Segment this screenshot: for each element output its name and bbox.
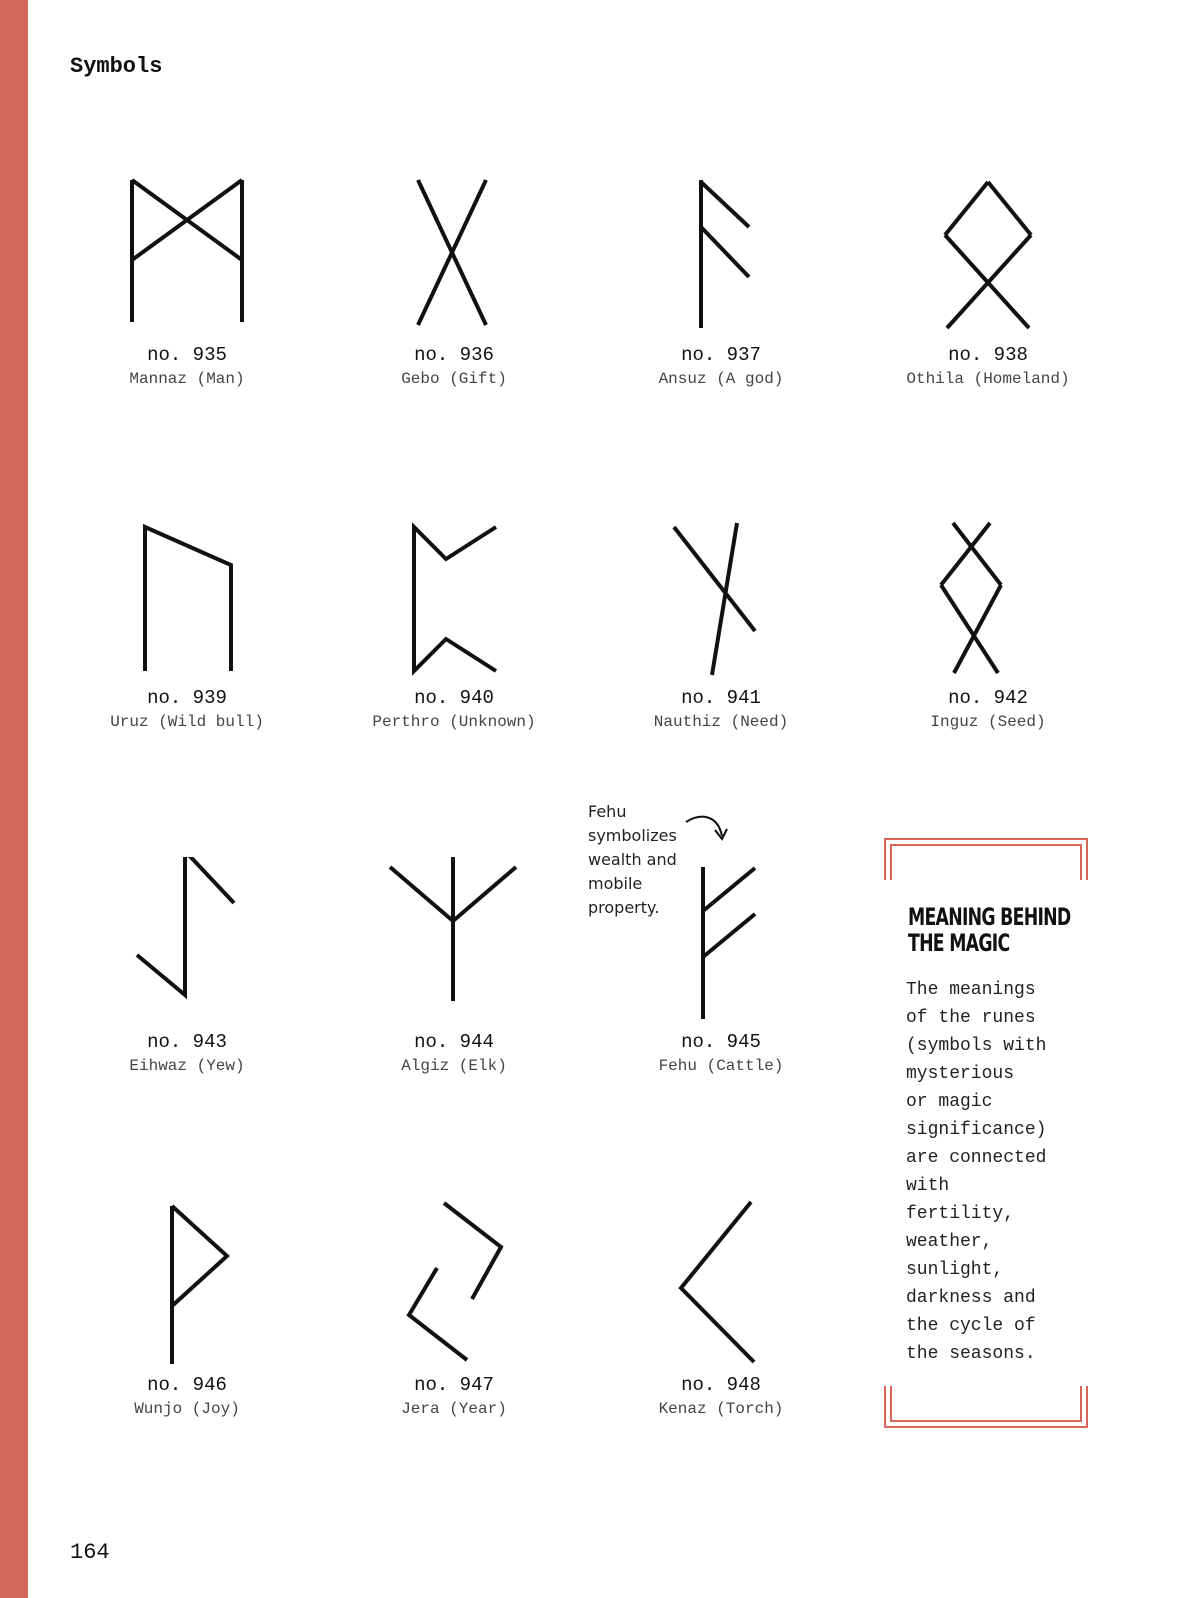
rune-name: Ansuz (A god)	[658, 370, 784, 388]
rune-number: no. 941	[681, 687, 761, 709]
page-number: 164	[70, 1540, 110, 1565]
body-line: or magic	[906, 1092, 993, 1112]
othila-rune-icon	[858, 170, 1118, 340]
annotation-line: property.	[588, 898, 660, 917]
rune-number: no. 944	[414, 1031, 494, 1053]
annotation-line: symbolizes	[588, 826, 677, 845]
body-line: with	[906, 1176, 950, 1196]
annotation-line: mobile	[588, 874, 643, 893]
eihwaz-rune-icon	[57, 857, 317, 1027]
gebo-rune-icon	[324, 170, 584, 340]
rune-name: Inguz (Seed)	[930, 713, 1046, 731]
rune-number: no. 937	[681, 344, 761, 366]
sidebar-heading	[908, 903, 1071, 957]
body-line: the seasons.	[906, 1344, 1036, 1364]
rune-name: Eihwaz (Yew)	[129, 1057, 245, 1075]
body-line: the cycle of	[906, 1316, 1036, 1336]
rune-number: no. 942	[948, 687, 1028, 709]
rune-number: no. 939	[147, 687, 227, 709]
rune-name: Gebo (Gift)	[401, 370, 507, 388]
body-line: significance)	[906, 1120, 1047, 1140]
heading-line: MEANING BEHIND	[908, 903, 1071, 931]
body-line: mysterious	[906, 1064, 1015, 1084]
fehu-annotation	[588, 800, 688, 920]
inguz-rune-icon	[858, 513, 1118, 683]
meaning-sidebar	[884, 838, 1088, 1428]
rune-name: Fehu (Cattle)	[658, 1057, 784, 1075]
heading-line: THE MAGIC	[908, 929, 1010, 957]
body-line: of the runes	[906, 1008, 1036, 1028]
rune-number: no. 946	[147, 1374, 227, 1396]
section-title: Symbols	[70, 54, 163, 79]
rune-number: no. 947	[414, 1374, 494, 1396]
rune-number: no. 945	[681, 1031, 761, 1053]
mannaz-rune-icon	[57, 170, 317, 340]
rune-name: Kenaz (Torch)	[658, 1400, 784, 1418]
annotation-line: Fehu	[588, 802, 627, 821]
rune-name: Algiz (Elk)	[401, 1057, 507, 1075]
rune-name: Uruz (Wild bull)	[110, 713, 264, 731]
rune-name: Jera (Year)	[401, 1400, 507, 1418]
sidebar-body	[906, 976, 1078, 1368]
body-line: are connected	[906, 1148, 1047, 1168]
jera-rune-icon	[324, 1200, 584, 1370]
rune-name: Othila (Homeland)	[906, 370, 1070, 388]
wunjo-rune-icon	[57, 1200, 317, 1370]
rune-number: no. 943	[147, 1031, 227, 1053]
annotation-line: wealth and	[588, 850, 677, 869]
algiz-rune-icon	[324, 857, 584, 1027]
uruz-rune-icon	[57, 513, 317, 683]
perthro-rune-icon	[324, 513, 584, 683]
accent-side-bar	[0, 0, 28, 1598]
body-line: fertility,	[906, 1204, 1015, 1224]
rune-name: Nauthiz (Need)	[653, 713, 789, 731]
body-line: The meanings	[906, 980, 1036, 1000]
body-line: sunlight,	[906, 1260, 1004, 1280]
body-line: (symbols with	[906, 1036, 1047, 1056]
ansuz-rune-icon	[591, 170, 851, 340]
body-line: weather,	[906, 1232, 993, 1252]
rune-name: Mannaz (Man)	[129, 370, 245, 388]
kenaz-rune-icon	[591, 1200, 851, 1370]
rune-number: no. 948	[681, 1374, 761, 1396]
rune-number: no. 935	[147, 344, 227, 366]
rune-number: no. 938	[948, 344, 1028, 366]
curved-arrow-icon	[682, 812, 730, 852]
rune-number: no. 936	[414, 344, 494, 366]
rune-name: Wunjo (Joy)	[134, 1400, 240, 1418]
rune-number: no. 940	[414, 687, 494, 709]
rune-name: Perthro (Unknown)	[372, 713, 536, 731]
nauthiz-rune-icon	[591, 513, 851, 683]
body-line: darkness and	[906, 1288, 1036, 1308]
